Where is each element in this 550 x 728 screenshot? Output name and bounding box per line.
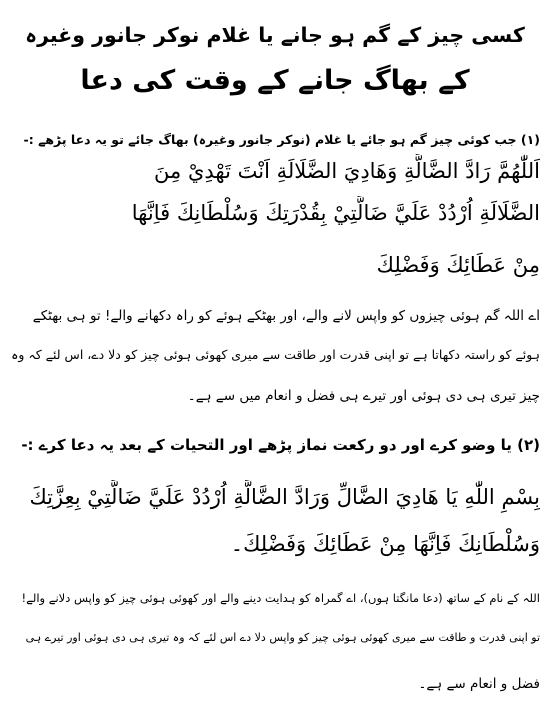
section-2-arabic-line: بِسْمِ اللّٰهِ يَا هَادِيَ الضَّالِّ وَرَادَّ الضَّالَّةِ اُرْدُدْ عَلَيَّ ضَالَّتِيْ بِعِزَّتِكَ <box>29 485 540 509</box>
section-2-translation-line: تو اپنی قدرت و طاقت سے میری کھوئی ہوئی چیز کو واپس دلا دے اس لئے کہ وہ تیری ہی دی ہوئی اور تیرے ہی <box>25 631 540 644</box>
title-line-2: کے بھاگ جانے کے وقت کی دعا <box>80 65 470 96</box>
section-2-arabic-line: وَسُلْطَانِكَ فَاِنَّهَا مِنْ عَطَائِكَ وَفَضْلِكَ۔ <box>230 532 540 556</box>
section-2-heading <box>8 434 540 456</box>
section-1-translation-line: چیز تیری ہی دی ہوئی اور تیرے ہی فضل و انعام میں سے ہے۔ <box>187 388 540 404</box>
section-1-translation-line: ہوئے کو راستہ دکھاتا ہے تو اپنی قدرت اور طاقت سے میری کھوئی ہوئی چیز کو دلا دے، اس لئے کہ وہ <box>11 347 540 362</box>
section-2-heading-text: یا وضو کرے اور دو رکعت نماز پڑھے اور التحیات کے بعد یہ دعا کرے :- <box>21 436 512 454</box>
section-1-arabic-line: الضَّلَالَةِ اُرْدُدْ عَلَيَّ ضَالَّتِيْ بِقُدْرَتِكَ وَسُلْطَانِكَ فَاِنَّهَا <box>131 201 540 225</box>
title-line-1: کسی چیز کے گم ہو جانے یا غلام نوکر جانور وغیرہ <box>25 23 525 47</box>
section-1-number: (۱) <box>520 132 540 147</box>
section-2-translation-line: اللہ کے نام کے ساتھ (دعا مانگتا ہوں)، اے گمراہ کو ہدایت دینے والے اور کھوئی ہوئی چیز کو واپس دلانے والے! <box>21 591 540 605</box>
section-1-translation-line: اے اللہ گم ہوئی چیزوں کو واپس لانے والے، اور بھٹکے ہوئے کو راہ دکھانے والے! تو ہی بھٹکے <box>32 308 540 324</box>
section-1-arabic-line: مِنْ عَطَائِكَ وَفَضْلِكَ <box>376 253 540 277</box>
section-1-heading <box>8 129 540 151</box>
section-1-arabic-line: اَللّٰهُمَّ رَادَّ الضَّالَّةِ وَهَادِيَ الضَّلَالَةِ اَنْتَ تَهْدِيْ مِنَ <box>154 159 540 183</box>
section-1-heading-text: جب کوئی چیز گم ہو جائے یا غلام (نوکر جانور وغیرہ) بھاگ جائے تو یہ دعا پڑھے :- <box>23 132 517 147</box>
section-2-number: (۲) <box>517 436 540 454</box>
section-2-translation-line: فضل و انعام سے ہے۔ <box>418 676 540 692</box>
